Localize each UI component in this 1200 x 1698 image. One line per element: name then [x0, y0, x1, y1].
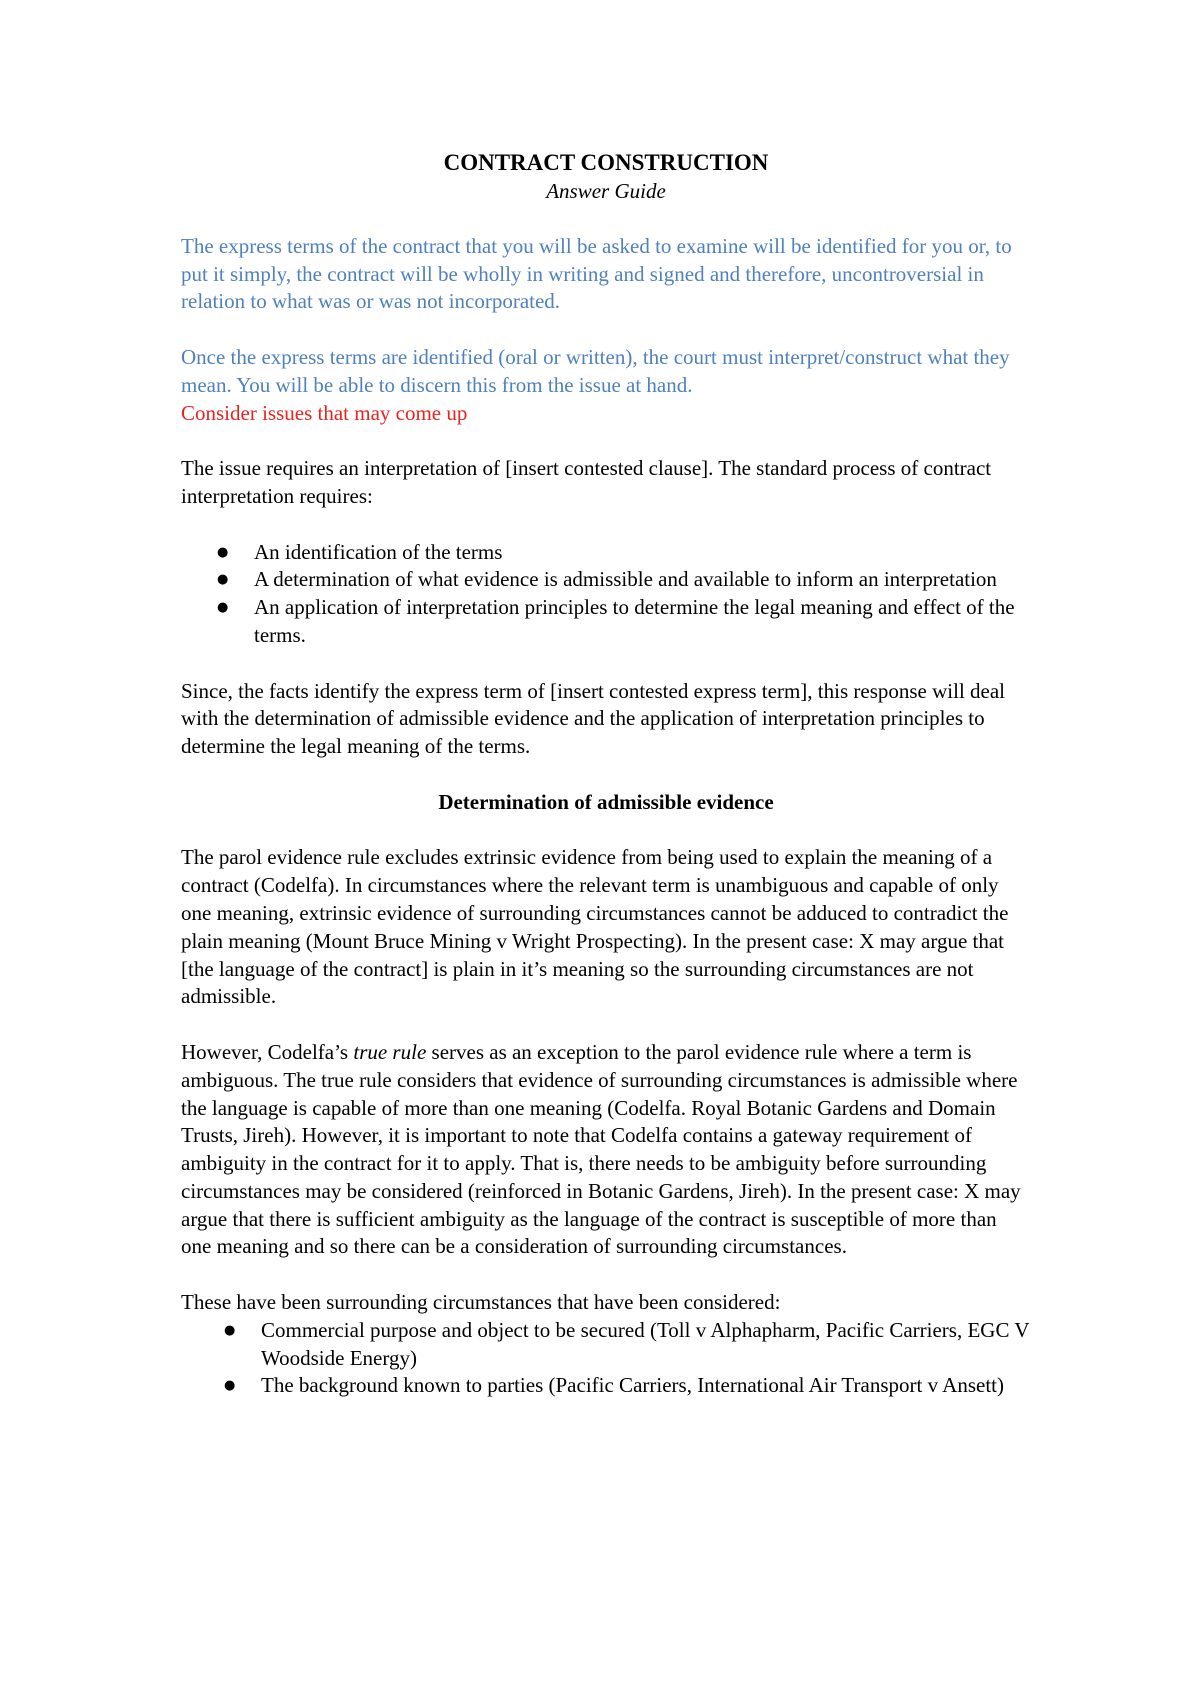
true-rule-emphasis: true rule — [353, 1039, 427, 1064]
process-list — [181, 539, 1031, 650]
intro-paragraph-blue-1: The express terms of the contract that you will be asked to examine will be identified for you or, to put it simply, the contract will be wholly in writing and signed and therefore, uncontroversial in relation to what was or was not incorporated. — [181, 233, 1012, 314]
intro-note-red: Consider issues that may come up — [181, 400, 468, 425]
list-item: ● Commercial purpose and object to be secured (Toll v Alphapharm, Pacific Carriers, EGC V Woodside Energy) — [181, 1317, 1031, 1373]
parol-evidence-paragraph: The parol evidence rule excludes extrinsic evidence from being used to explain the meaning of a contract (Codelfa). In circumstances where the relevant term is unambiguous and capable of only one meaning, extrinsic evidence of surrounding circumstances cannot be adduced to contradict the plain meaning (Mount Bruce Mining v Wright Prospecting). In the present case: X may argue that [the language of the contract] is plain in it’s meaning so the surrounding circumstances are not admissible. — [181, 845, 1009, 1009]
true-rule-paragraph — [181, 1039, 1031, 1261]
page-title: CONTRACT CONSTRUCTION — [443, 150, 769, 175]
circumstances-list — [181, 1317, 1031, 1400]
circumstances-intro: These have been surrounding circumstances that have been considered: — [181, 1290, 781, 1315]
intro-paragraph-blue-2: Once the express terms are identified (oral or written), the court must interpret/construct what they mean. You will be able to discern this from the issue at hand. — [181, 344, 1010, 397]
since-paragraph: Since, the facts identify the express term of [insert contested express term], this response will deal with the determination of admissible evidence and the application of interpretation principles to determine the legal meaning of the terms. — [181, 678, 1006, 759]
list-item: ● The background known to parties (Pacific Carriers, International Air Transport v Ansett) — [181, 1372, 1031, 1400]
list-item: ● A determination of what evidence is admissible and available to inform an interpretation — [181, 566, 1031, 594]
list-item: ● An identification of the terms — [181, 539, 1031, 567]
true-rule-text-start: However, Codelfa’s — [181, 1039, 354, 1064]
page-subtitle: Answer Guide — [546, 179, 666, 203]
issue-paragraph: The issue requires an interpretation of [insert contested clause]. The standard process of contract interpretation requires: — [181, 456, 992, 508]
section-heading: Determination of admissible evidence — [438, 789, 774, 814]
document-content — [181, 148, 1031, 1428]
true-rule-text-rest: serves as an exception to the parol evidence rule where a term is ambiguous. The true rule considers that evidence of surrounding circumstances is admissible where the language is capable of more than one meaning (Codelfa. Royal Botanic Gardens and Domain Trusts, Jireh). However, it is important to note that Codelfa contains a gateway requirement of ambiguity in the contract for it to apply. That is, there needs to be ambiguity before surrounding circumstances may be considered (reinforced in Botanic Gardens, Jireh). In the present case: X may argue that there is sufficient ambiguity as the language of the contract is susceptible of more than one meaning and so there can be a consideration of surrounding circumstances. — [181, 1039, 1021, 1259]
list-item: ● An application of interpretation principles to determine the legal meaning and effect of the terms. — [181, 594, 1031, 650]
